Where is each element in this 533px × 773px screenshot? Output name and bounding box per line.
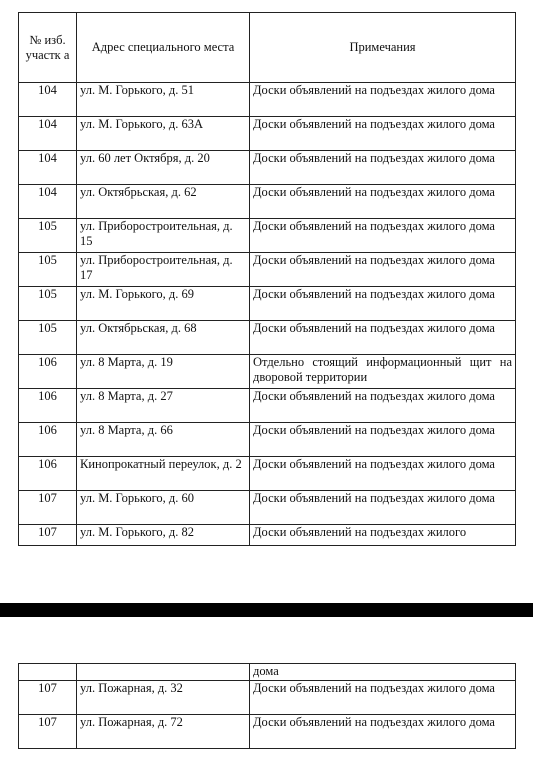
table-row	[19, 681, 516, 715]
cell-number: 106	[19, 355, 77, 389]
cell-address: ул. Октябрьская, д. 62	[77, 185, 250, 219]
cell-number	[19, 664, 77, 681]
cell-note: Доски объявлений на подъездах жилого дома	[250, 253, 516, 287]
table-header-row	[19, 13, 516, 83]
cell-number: 105	[19, 219, 77, 253]
cell-address: ул. Октябрьская, д. 68	[77, 321, 250, 355]
cell-note: Доски объявлений на подъездах жилого дома	[250, 423, 516, 457]
table-row	[19, 525, 516, 546]
cell-address	[77, 664, 250, 681]
cell-address: ул. Приборостроительная, д. 17	[77, 253, 250, 287]
cell-number: 104	[19, 117, 77, 151]
header-notes: Примечания	[250, 13, 516, 83]
cell-address: ул. М. Горького, д. 60	[77, 491, 250, 525]
cell-number: 106	[19, 457, 77, 491]
table-row	[19, 321, 516, 355]
cell-number: 105	[19, 287, 77, 321]
cell-note: Доски объявлений на подъездах жилого дома	[250, 151, 516, 185]
cell-number: 107	[19, 715, 77, 749]
cell-note: Доски объявлений на подъездах жилого дома	[250, 681, 516, 715]
cell-note: Доски объявлений на подъездах жилого дома	[250, 185, 516, 219]
cell-number: 104	[19, 151, 77, 185]
table-row	[19, 355, 516, 389]
cell-address: ул. М. Горького, д. 82	[77, 525, 250, 546]
cell-note: дома	[250, 664, 516, 681]
table-row	[19, 715, 516, 749]
cell-number: 107	[19, 525, 77, 546]
table-row	[19, 457, 516, 491]
table-row	[19, 491, 516, 525]
cell-address: ул. Приборостроительная, д. 15	[77, 219, 250, 253]
table-row	[19, 151, 516, 185]
table-row	[19, 219, 516, 253]
header-precinct-number: № изб. участк а	[19, 13, 77, 83]
cell-address: ул. 8 Марта, д. 66	[77, 423, 250, 457]
cell-note: Доски объявлений на подъездах жилого дома	[250, 715, 516, 749]
page-break-bar	[0, 603, 533, 617]
table-row	[19, 253, 516, 287]
table-row	[19, 117, 516, 151]
cell-note: Доски объявлений на подъездах жилого	[250, 525, 516, 546]
table-row	[19, 83, 516, 117]
cell-address: ул. Пожарная, д. 72	[77, 715, 250, 749]
cell-note: Доски объявлений на подъездах жилого дома	[250, 83, 516, 117]
cell-number: 106	[19, 389, 77, 423]
cell-number: 107	[19, 681, 77, 715]
polling-places-table	[18, 12, 516, 546]
table-row	[19, 185, 516, 219]
table-row	[19, 287, 516, 321]
cell-number: 105	[19, 253, 77, 287]
cell-number: 107	[19, 491, 77, 525]
table-row	[19, 389, 516, 423]
cell-note: Доски объявлений на подъездах жилого дома	[250, 321, 516, 355]
cell-note: Доски объявлений на подъездах жилого дома	[250, 219, 516, 253]
polling-places-table-continued	[18, 663, 516, 749]
header-address: Адрес специального места	[77, 13, 250, 83]
cell-address: ул. М. Горького, д. 51	[77, 83, 250, 117]
cell-number: 104	[19, 83, 77, 117]
cell-note: Доски объявлений на подъездах жилого дома	[250, 389, 516, 423]
cell-address: ул. Пожарная, д. 32	[77, 681, 250, 715]
cell-note: Доски объявлений на подъездах жилого дома	[250, 117, 516, 151]
cell-address: ул. М. Горького, д. 63А	[77, 117, 250, 151]
cell-address: ул. 8 Марта, д. 27	[77, 389, 250, 423]
cell-number: 106	[19, 423, 77, 457]
table-row	[19, 423, 516, 457]
table-row-continuation	[19, 664, 516, 681]
cell-note: Отдельно стоящий информационный щит на дворовой территории	[250, 355, 516, 389]
cell-number: 105	[19, 321, 77, 355]
cell-address: Кинопрокатный переулок, д. 2	[77, 457, 250, 491]
cell-address: ул. 8 Марта, д. 19	[77, 355, 250, 389]
cell-note: Доски объявлений на подъездах жилого дома	[250, 287, 516, 321]
cell-address: ул. М. Горького, д. 69	[77, 287, 250, 321]
cell-note: Доски объявлений на подъездах жилого дома	[250, 491, 516, 525]
cell-address: ул. 60 лет Октября, д. 20	[77, 151, 250, 185]
cell-number: 104	[19, 185, 77, 219]
cell-note: Доски объявлений на подъездах жилого дома	[250, 457, 516, 491]
